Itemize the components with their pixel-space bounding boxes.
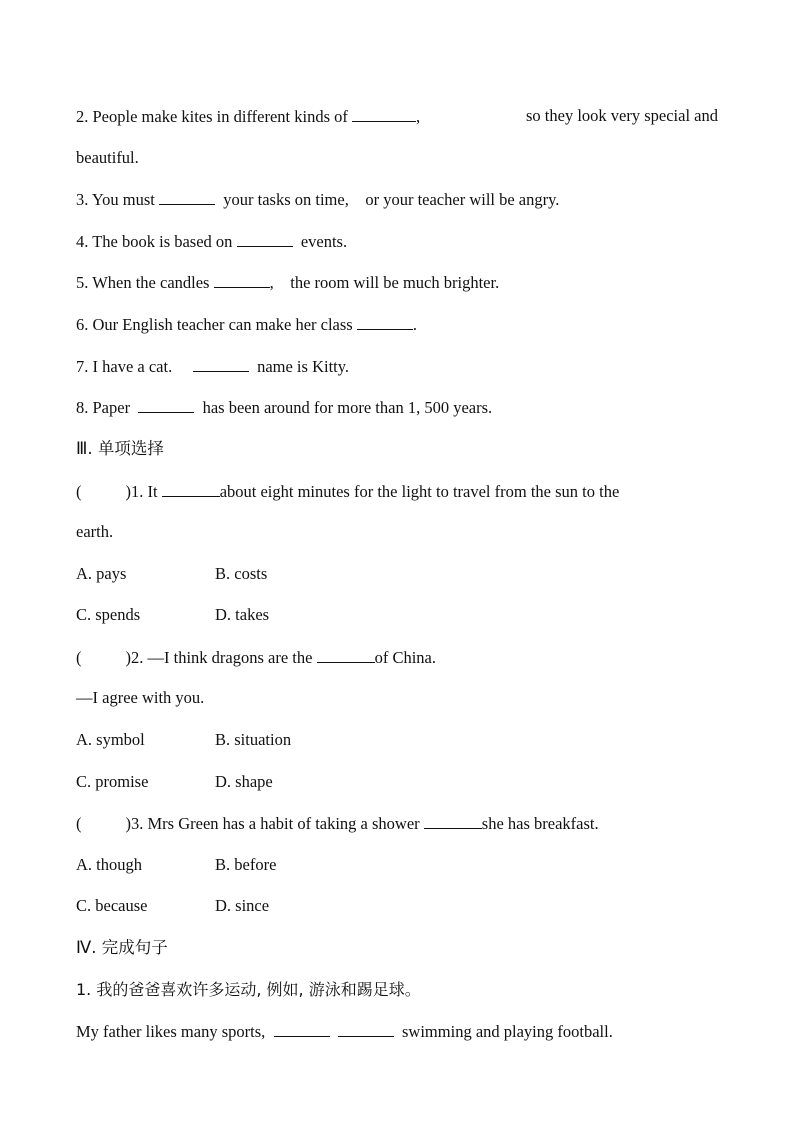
answer-blank[interactable] [214, 272, 270, 288]
answer-blank[interactable] [357, 314, 413, 330]
option-d[interactable]: D. takes [215, 605, 270, 624]
answer-blank[interactable] [424, 813, 482, 829]
option-d[interactable]: D. since [215, 896, 270, 915]
answer-blank[interactable] [138, 397, 194, 413]
option-a[interactable]: A. symbol [76, 730, 145, 749]
option-b[interactable]: B. costs [215, 564, 268, 583]
fill-blank-item-4: 4. The book is based on events. [76, 232, 348, 251]
mc-question-3: ( )3. Mrs Green has a habit of taking a shower she has breakfast. [76, 814, 599, 833]
mc-question-2: ( )2. —I think dragons are the of China. [76, 648, 436, 667]
answer-blank[interactable] [237, 231, 293, 247]
mc-question-1: ( )1. It about eight minutes for the light to travel from the sun to the [76, 482, 620, 501]
answer-blank[interactable] [193, 356, 249, 372]
fill-blank-item-3: 3. You must your tasks on time, or your teacher will be angry. [76, 190, 560, 209]
fill-blank-item-7: 7. I have a cat. name is Kitty. [76, 357, 350, 376]
mc-question-1-continuation: earth. [76, 522, 114, 541]
fill-blank-item-2 [76, 106, 718, 127]
answer-blank[interactable] [352, 106, 416, 122]
fill-blank-item-5: 5. When the candles , the room will be much brighter. [76, 273, 500, 292]
answer-blank[interactable] [159, 189, 215, 205]
option-c[interactable]: C. promise [76, 772, 149, 791]
item-2-text: 2. People make kites in different kinds of , [76, 107, 421, 126]
option-c[interactable]: C. spends [76, 605, 141, 624]
fill-blank-item-6: 6. Our English teacher can make her class . [76, 315, 417, 334]
fill-blank-item-8: 8. Paper has been around for more than 1, 500 years. [76, 398, 493, 417]
option-a[interactable]: A. pays [76, 564, 127, 583]
answer-blank[interactable] [338, 1021, 394, 1037]
section-4-heading: Ⅳ. 完成句子 [76, 938, 168, 957]
answer-blank[interactable] [317, 647, 375, 663]
mc-question-2-reply: —I agree with you. [76, 688, 205, 707]
option-a[interactable]: A. though [76, 855, 142, 874]
option-b[interactable]: B. situation [215, 730, 292, 749]
answer-blank[interactable] [162, 481, 220, 497]
item-2-continuation: beautiful. [76, 148, 139, 167]
section-3-heading: Ⅲ. 单项选择 [76, 439, 164, 458]
item-2-tail: so they look very special and [526, 106, 718, 125]
option-b[interactable]: B. before [215, 855, 277, 874]
option-d[interactable]: D. shape [215, 772, 273, 791]
translation-sentence-1: My father likes many sports, swimming and playing football. [76, 1022, 613, 1041]
answer-blank[interactable] [274, 1021, 330, 1037]
translation-prompt-1: 1. 我的爸爸喜欢许多运动, 例如, 游泳和踢足球。 [76, 980, 421, 999]
option-c[interactable]: C. because [76, 896, 148, 915]
